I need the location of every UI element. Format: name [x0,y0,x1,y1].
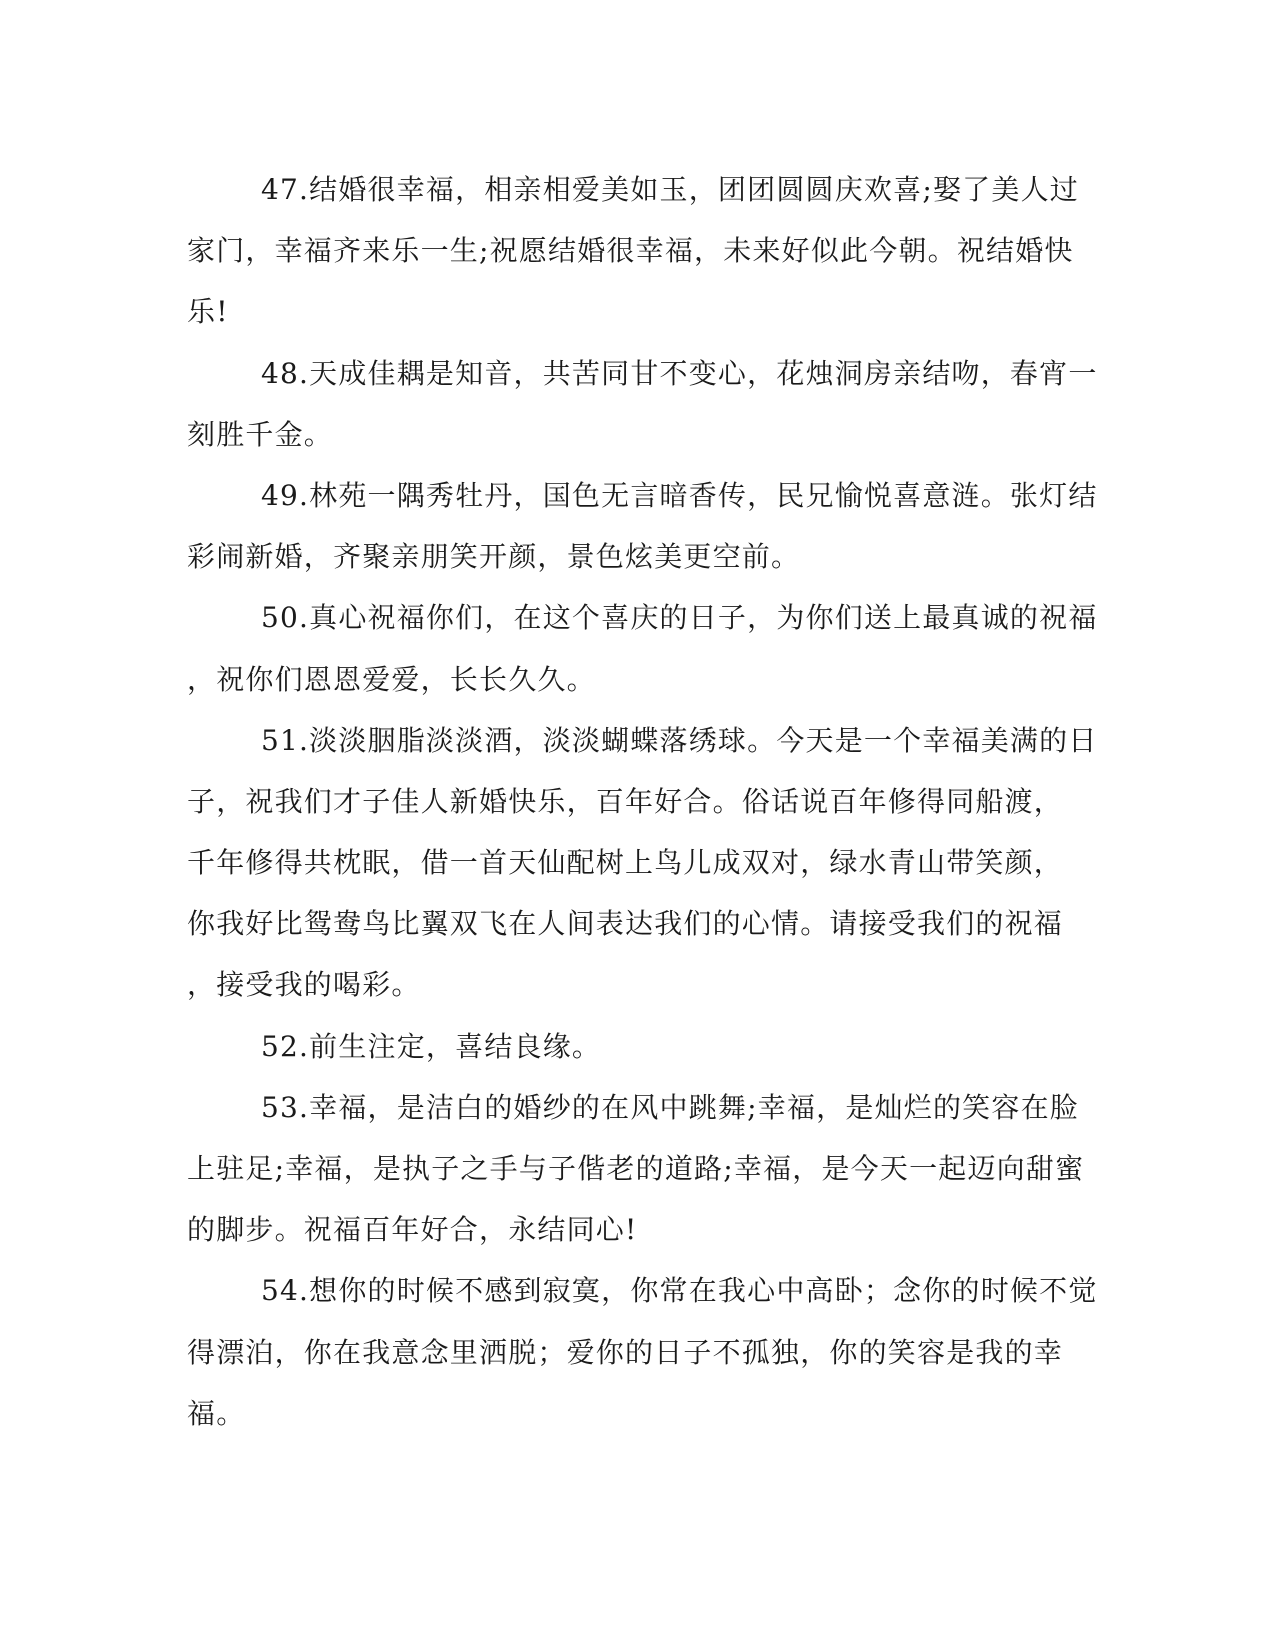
paragraph-47-line-2: 家门，幸福齐来乐一生;祝愿结婚很幸福，未来好似此今朝。祝结婚快 [187,234,1074,268]
paragraph-51-line-2: 子，祝我们才子佳人新婚快乐，百年好合。俗话说百年修得同船渡， [187,784,1064,818]
paragraph-48-line-2: 刻胜千金。 [187,417,334,451]
paragraph-53-line-3: 的脚步。祝福百年好合，永结同心! [187,1213,638,1247]
paragraph-49-line-2: 彩闹新婚，齐聚亲朋笑开颜，景色炫美更空前。 [187,540,801,574]
paragraph-51-line-1: 51.淡淡胭脂淡淡酒，淡淡蝴蝶落绣球。今天是一个幸福美满的日 [261,723,1098,757]
paragraph-53-line-2: 上驻足;幸福，是执子之手与子偕老的道路;幸福，是今天一起迈向甜蜜 [187,1152,1085,1185]
paragraph-54-line-3: 福。 [187,1396,246,1430]
paragraph-48-line-1: 48.天成佳耦是知音，共苦同甘不变心，花烛洞房亲结吻，春宵一 [261,356,1098,390]
paragraph-49-line-1: 49.林苑一隅秀牡丹，国色无言暗香传，民兄愉悦喜意涟。张灯结 [261,478,1098,512]
paragraph-54-line-2: 得漂泊，你在我意念里洒脱；爱你的日子不孤独，你的笑容是我的幸 [187,1335,1064,1369]
paragraph-47-line-1: 47.结婚很幸福，相亲相爱美如玉，团团圆圆庆欢喜;娶了美人过 [261,173,1079,206]
paragraph-51-line-4: 你我好比鸳鸯鸟比翼双飞在人间表达我们的心情。请接受我们的祝福 [187,907,1064,941]
paragraph-51-line-3: 千年修得共枕眠，借一首天仙配树上鸟儿成双对，绿水青山带笑颜， [187,846,1064,880]
paragraph-53-line-1: 53.幸福，是洁白的婚纱的在风中跳舞;幸福，是灿烂的笑容在脸 [261,1090,1079,1124]
paragraph-47-line-3: 乐! [187,295,229,329]
paragraph-50-line-2: ，祝你们恩恩爱爱，长长久久。 [187,662,596,696]
paragraph-51-line-5: ，接受我的喝彩。 [187,968,421,1002]
paragraph-50-line-1: 50.真心祝福你们，在这个喜庆的日子，为你们送上最真诚的祝福 [261,601,1098,635]
document-body [187,159,1098,1444]
paragraph-52-line-1: 52.前生注定，喜结良缘。 [261,1029,602,1063]
paragraph-54-line-1: 54.想你的时候不感到寂寞，你常在我心中高卧；念你的时候不觉 [261,1274,1098,1308]
